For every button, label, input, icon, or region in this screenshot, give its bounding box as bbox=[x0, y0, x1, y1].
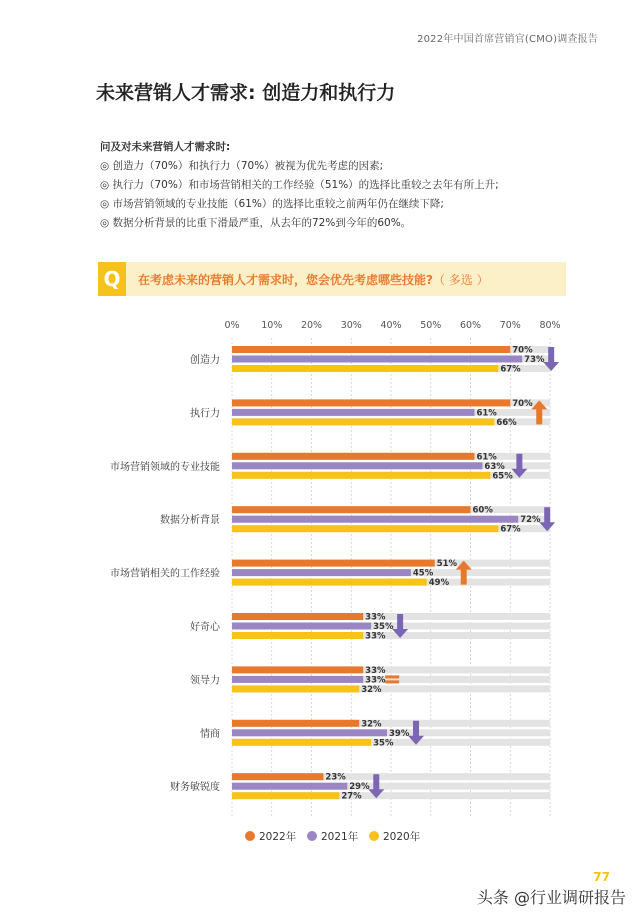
data-label: 32% bbox=[361, 719, 382, 730]
trend-equal-icon bbox=[385, 675, 399, 678]
category-label: 情商 bbox=[200, 728, 220, 740]
bar bbox=[232, 783, 347, 790]
data-label: 29% bbox=[349, 782, 370, 793]
question-badge: Q bbox=[98, 262, 126, 296]
data-label: 61% bbox=[476, 452, 497, 463]
data-label: 33% bbox=[365, 665, 386, 676]
bar bbox=[232, 623, 371, 630]
summary-lead: 问及对未来营销人才需求时: bbox=[100, 141, 231, 153]
data-label: 72% bbox=[520, 515, 541, 526]
category-label: 市场营销领域的专业技能 bbox=[110, 461, 220, 473]
data-label: 67% bbox=[500, 524, 521, 535]
data-label: 63% bbox=[484, 461, 505, 472]
bar bbox=[232, 365, 498, 372]
category-label: 创造力 bbox=[190, 355, 220, 366]
data-label: 61% bbox=[476, 408, 497, 419]
data-label: 67% bbox=[500, 364, 521, 375]
bar bbox=[232, 792, 339, 799]
category-label: 领导力 bbox=[190, 675, 220, 687]
bar bbox=[232, 729, 387, 736]
category-label: 财务敏锐度 bbox=[170, 782, 220, 794]
bar bbox=[232, 525, 498, 532]
trend-equal-icon bbox=[385, 680, 399, 683]
bar bbox=[232, 346, 510, 353]
legend-label: 2021年 bbox=[321, 831, 359, 843]
bar bbox=[232, 739, 371, 746]
summary-line: ◎ 数据分析背景的比重下滑最严重，从去年的72%到今年的60%。 bbox=[100, 217, 412, 229]
data-label: 60% bbox=[472, 505, 493, 516]
summary-line: ◎ 执行力（70%）和市场营销相关的工作经验（51%）的选择比重较之去年有所上升; bbox=[100, 179, 499, 191]
data-label: 70% bbox=[512, 345, 533, 356]
bar bbox=[232, 569, 411, 576]
bar bbox=[232, 516, 518, 523]
data-label: 33% bbox=[365, 612, 386, 623]
bar bbox=[232, 506, 471, 513]
data-label: 35% bbox=[373, 738, 394, 749]
watermark: 头条 @行业调研报告 bbox=[476, 888, 626, 907]
bar bbox=[232, 666, 363, 673]
data-label: 33% bbox=[365, 675, 386, 686]
data-label: 39% bbox=[389, 728, 410, 739]
data-label: 35% bbox=[373, 622, 394, 632]
legend-marker bbox=[307, 831, 317, 841]
x-tick-label: 0% bbox=[224, 320, 240, 331]
data-label: 33% bbox=[365, 631, 386, 642]
x-tick-label: 40% bbox=[380, 320, 402, 331]
x-tick-label: 10% bbox=[261, 320, 283, 331]
report-header: 2022年中国首席营销官(CMO)调查报告 bbox=[417, 34, 598, 45]
data-label: 66% bbox=[496, 417, 517, 428]
legend-label: 2022年 bbox=[259, 831, 297, 843]
bar bbox=[232, 409, 474, 416]
bar bbox=[232, 632, 363, 639]
x-tick-label: 70% bbox=[499, 320, 521, 331]
x-tick-label: 80% bbox=[539, 320, 561, 331]
x-tick-label: 50% bbox=[420, 320, 442, 331]
legend-marker bbox=[245, 831, 255, 841]
page-title: 未来营销人才需求: 创造力和执行力 bbox=[96, 82, 396, 104]
data-label: 49% bbox=[428, 578, 450, 589]
x-tick-label: 30% bbox=[340, 320, 362, 331]
page-number: 77 bbox=[593, 870, 610, 884]
data-label: 51% bbox=[436, 559, 458, 570]
legend-marker bbox=[369, 831, 379, 841]
summary-line: ◎ 市场营销领域的专业技能（61%）的选择比重较之前两年仍在继续下降; bbox=[100, 198, 444, 210]
legend-label: 2020年 bbox=[383, 831, 421, 843]
data-label: 32% bbox=[361, 684, 382, 695]
bar bbox=[232, 685, 359, 692]
data-label: 23% bbox=[325, 772, 346, 783]
category-label: 数据分析背景 bbox=[160, 515, 220, 527]
x-tick-label: 60% bbox=[459, 320, 482, 331]
bar bbox=[232, 613, 363, 620]
category-label: 好奇心 bbox=[190, 622, 220, 633]
data-label: 27% bbox=[341, 791, 362, 802]
bar bbox=[232, 399, 510, 406]
data-label: 45% bbox=[412, 568, 434, 579]
summary-line: ◎ 创造力（70%）和执行力（70%）被视为优先考虑的因素; bbox=[100, 160, 384, 172]
bar bbox=[232, 676, 363, 683]
x-tick-label: 20% bbox=[300, 320, 323, 331]
category-label: 市场营销相关的工作经验 bbox=[110, 568, 220, 580]
category-label: 执行力 bbox=[190, 408, 220, 420]
data-label: 70% bbox=[512, 398, 533, 409]
bar bbox=[232, 418, 494, 425]
bar bbox=[232, 773, 323, 780]
question-note: （ 多选 ） bbox=[432, 273, 489, 287]
data-label: 73% bbox=[524, 355, 545, 365]
bar bbox=[232, 720, 359, 727]
bar bbox=[232, 472, 490, 479]
data-label: 65% bbox=[492, 471, 513, 482]
bar bbox=[232, 462, 482, 469]
bar bbox=[232, 579, 427, 586]
bar bbox=[232, 560, 435, 567]
bar bbox=[232, 356, 522, 363]
bar bbox=[232, 453, 474, 460]
question-main: 在考虑未来的营销人才需求时，您会优先考虑哪些技能? bbox=[138, 273, 433, 287]
